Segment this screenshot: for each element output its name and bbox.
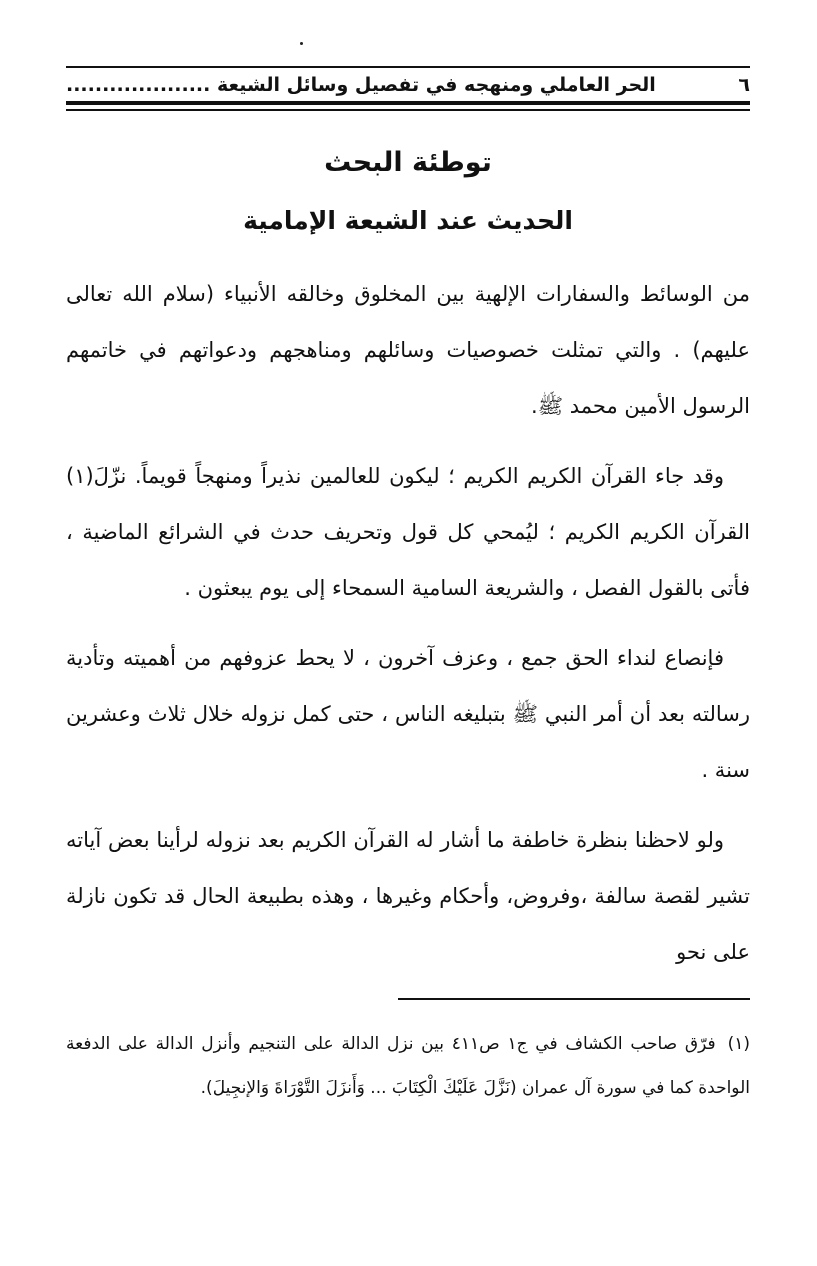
section-subtitle: الحديث عند الشيعة الإمامية	[243, 206, 573, 235]
header-thin-rule	[66, 109, 750, 111]
paragraph: من الوسائط والسفارات الإلهية بين المخلوق وخالقه الأنبياء (سلام الله تعالى عليهم) . والتي تمثلت خصوصيات وسائلهم ومناهجهم ودعواتهم في خاتمهم الرسول الأمين محمد ﷺ.	[66, 282, 750, 418]
running-title-group	[66, 74, 656, 96]
section-title: توطئة البحث	[324, 147, 492, 178]
header-thick-rule	[66, 101, 750, 105]
body-text	[66, 266, 750, 994]
paragraph: ولو لاحظنا بنظرة خاطفة ما أشار له القرآن الكريم بعد نزوله لرأينا بعض آياته تشير لقصة سالفة ،وفروض، وأحكام وغيرها ، وهذه بطبيعة الحال قد تكون نازلة على نحو	[66, 828, 750, 964]
footnote-number: (١)	[727, 1034, 750, 1054]
page-header	[66, 66, 750, 106]
footnote-text: فرّق صاحب الكشاف في ج١ ص٤١١ بين نزل الدالة على التنجيم وأنزل الدالة على الدفعة الواحدة كما في سورة آل عمران (نَزَّلَ عَلَيْكَ الْكِتَابَ ... وَأَنزَلَ التَّوْرَاةَ وَالإنجِيلَ).	[66, 1034, 750, 1098]
paragraph: وقد جاء القرآن الكريم الكريم ؛ ليكون للعالمين نذيراً ومنهجاً قويماً. نزّلَ(١) القرآن الكريم الكريم ؛ ليُمحي كل قول وتحريف حدث في الشرائع الماضية ، فأتى بالقول الفصل ، والشريعة السامية السمحاء إلى يوم يبعثون .	[66, 464, 750, 600]
footnote	[66, 1022, 750, 1110]
paragraph: فإنصاع لنداء الحق جمع ، وعزف آخرون ، لا يحط عزوفهم من أهميته وتأدية رسالته بعد أن أمر النبي ﷺ بتبليغه الناس ، حتى كمل نزوله خلال ثلاث وعشرين سنة .	[66, 646, 750, 782]
header-text-row	[66, 72, 750, 98]
page-number: ٦	[738, 74, 750, 96]
footnote-divider	[398, 998, 750, 1000]
header-top-rule	[66, 66, 750, 68]
leader-dots: ....................	[66, 74, 211, 96]
stray-dot-mark	[300, 42, 303, 45]
running-title: الحر العاملي ومنهجه في تفصيل وسائل الشيعة	[216, 74, 656, 96]
